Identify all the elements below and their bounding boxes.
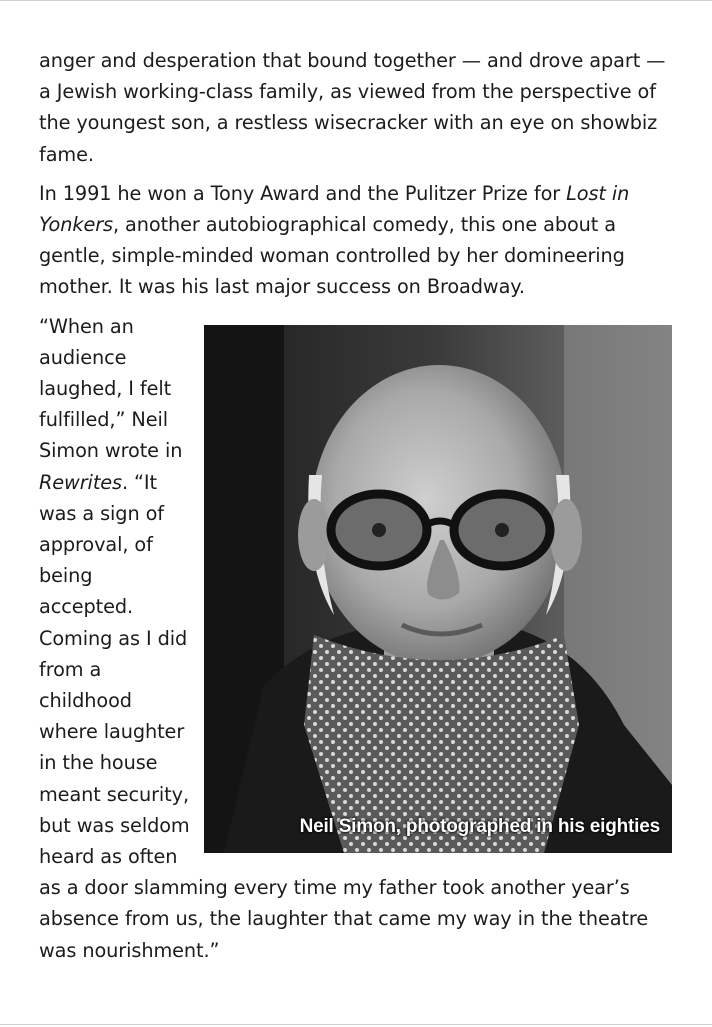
bottom-rule <box>0 1024 712 1025</box>
top-rule <box>0 0 712 1</box>
paragraph-2 <box>39 178 667 303</box>
book-title-rewrites: Rewrites <box>39 470 122 494</box>
photo-caption: Neil Simon, photographed in his eighties <box>299 816 660 838</box>
paragraph-3-text-a: “When an audience laughed, I felt fulfilled,” Neil Simon wrote in <box>39 314 183 463</box>
paragraph-2-text-b: , another autobiographical comedy, this one about a gentle, simple-minded woman controlled by her domineering mother. It was his last major success on Broadway. <box>39 213 625 299</box>
portrait-image <box>204 325 672 853</box>
paragraph-1: anger and desperation that bound together — and drove apart — a Jewish working-class family, as viewed from the perspective of the youngest son, a restless wisecracker with an eye on showbiz fame. <box>39 49 666 166</box>
book-title-lost-in-yonkers: Lost in Yonkers <box>39 181 630 237</box>
paragraph-2-text-a: In 1991 he won a Tony Award and the Pulitzer Prize for <box>39 181 567 205</box>
portrait-photo <box>204 325 672 853</box>
page-content <box>39 45 667 974</box>
paragraph-3-text-b: . “It was a sign of approval, of being accepted. Coming as I did from a childhood where laughter in the house meant security, but was seldom heard as often as a door slamming every time my father took another year’s absence from us, the laughter that came my way in the theatre was nourishment.” <box>39 470 649 962</box>
